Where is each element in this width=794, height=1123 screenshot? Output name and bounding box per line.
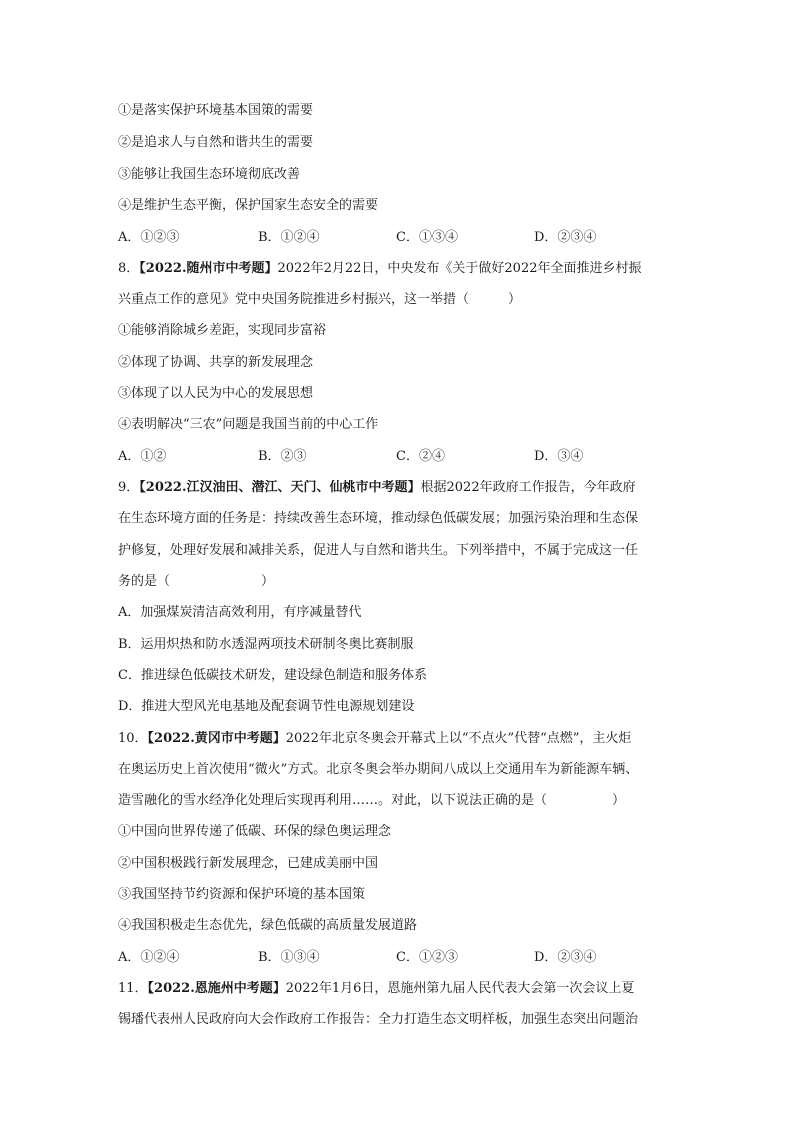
q10-source: 【2022.黄冈市中考题】	[147, 731, 286, 746]
q9-option-a: A．加强煤炭清洁高效利用，有序减量替代	[118, 605, 362, 620]
q7-option-b: B．①②④	[258, 230, 320, 245]
q7-statement-3: ③能够让我国生态环境彻底改善	[118, 167, 301, 182]
q10-stem-line-3: 造雪融化的雪水经净化处理后实现再利用……。对此，以下说法正确的是（ ）	[118, 793, 626, 808]
q7-option-a: A．①②③	[118, 230, 180, 245]
q10-number: 10．	[118, 731, 148, 746]
q8-number: 8．	[118, 261, 140, 276]
q10-option-a: A．①②④	[118, 950, 180, 965]
q10-stem-text-1: 2022年北京冬奥会开幕式上以“不点火”代替“点燃”，主火炬	[285, 731, 632, 746]
q10-option-d: D．②③④	[534, 950, 597, 965]
q7-option-d: D．②③④	[534, 230, 597, 245]
q10-statement-4: ④我国积极走生态优先，绿色低碳的高质量发展道路	[118, 918, 418, 933]
q7-statement-2: ②是追求人与自然和谐共生的需要	[118, 135, 314, 150]
q9-stem-line-1	[118, 480, 678, 496]
q8-options	[118, 449, 678, 465]
q8-source: 【2022.随州市中考题】	[139, 261, 278, 276]
q8-option-b: B．②③	[258, 449, 307, 464]
q8-option-c: C．②④	[396, 449, 445, 464]
q8-statement-3: ③体现了以人民为中心的发展思想	[118, 386, 314, 401]
q9-source: 【2022.江汉油田、潜江、天门、仙桃市中考题】	[139, 480, 421, 495]
q8-option-d: D．③④	[534, 449, 584, 464]
q9-stem-line-3: 护修复，处理好发展和减排关系，促进人与自然和谐共生。下列举措中，不属于完成这一任	[118, 543, 639, 558]
q10-stem-line-1	[118, 731, 678, 747]
q11-source: 【2022.恩施州中考题】	[147, 981, 286, 996]
q9-stem-line-4: 务的是（ ）	[118, 574, 275, 589]
q11-stem-line-2: 锡璠代表州人民政府向大会作政府工作报告：全力打造生态文明样板，加强生态突出问题治	[118, 1012, 639, 1027]
q10-option-b: B．①③④	[258, 950, 320, 965]
q10-statement-2: ②中国积极践行新发展理念，已建成美丽中国	[118, 856, 379, 871]
q9-stem-text-1: 根据2022年政府工作报告，今年政府	[420, 480, 636, 495]
q7-statement-1: ①是落实保护环境基本国策的需要	[118, 103, 314, 118]
q8-stem-text-1: 2022年2月22日，中央发布《关于做好2022年全面推进乡村振	[277, 261, 642, 276]
q9-stem-line-2: 在生态环境方面的任务是：持续改善生态环境，推动绿色低碳发展；加强污染治理和生态保	[118, 511, 639, 526]
q8-stem-line-1	[118, 261, 678, 277]
q8-statement-4: ④表明解决“三农”问题是我国当前的中心工作	[118, 417, 379, 432]
q7-options	[118, 230, 678, 246]
q7-statement-4: ④是维护生态平衡，保护国家生态安全的需要	[118, 198, 379, 213]
q8-statement-1: ①能够消除城乡差距，实现同步富裕	[118, 323, 327, 338]
q11-stem-line-1	[118, 981, 678, 997]
q9-option-c: C．推进绿色低碳技术研发，建设绿色制造和服务体系	[118, 668, 427, 683]
q9-option-d: D．推进大型风光电基地及配套调节性电源规划建设	[118, 699, 415, 714]
q7-option-c: C．①③④	[396, 230, 458, 245]
q9-option-b: B．运用炽热和防水透湿两项技术研制冬奥比赛制服	[118, 637, 414, 652]
q10-stem-line-2: 在奥运历史上首次使用“微火”方式。北京冬奥会举办期间八成以上交通用车为新能源车辆、	[118, 762, 639, 777]
q10-statement-1: ①中国向世界传递了低碳、环保的绿色奥运理念	[118, 824, 392, 839]
q11-number: 11．	[118, 981, 148, 996]
q8-option-a: A．①②	[118, 449, 167, 464]
q10-statement-3: ③我国坚持节约资源和保护环境的基本国策	[118, 887, 366, 902]
q10-options	[118, 950, 678, 966]
q11-stem-text-1: 2022年1月6日，恩施州第九届人民代表大会第一次会议上夏	[285, 981, 635, 996]
q9-number: 9．	[118, 480, 140, 495]
q10-option-c: C．①②③	[396, 950, 458, 965]
q8-statement-2: ②体现了协调、共享的新发展理念	[118, 355, 314, 370]
q8-stem-line-2: 兴重点工作的意见》党中央国务院推进乡村振兴，这一举措（ ）	[118, 292, 522, 307]
